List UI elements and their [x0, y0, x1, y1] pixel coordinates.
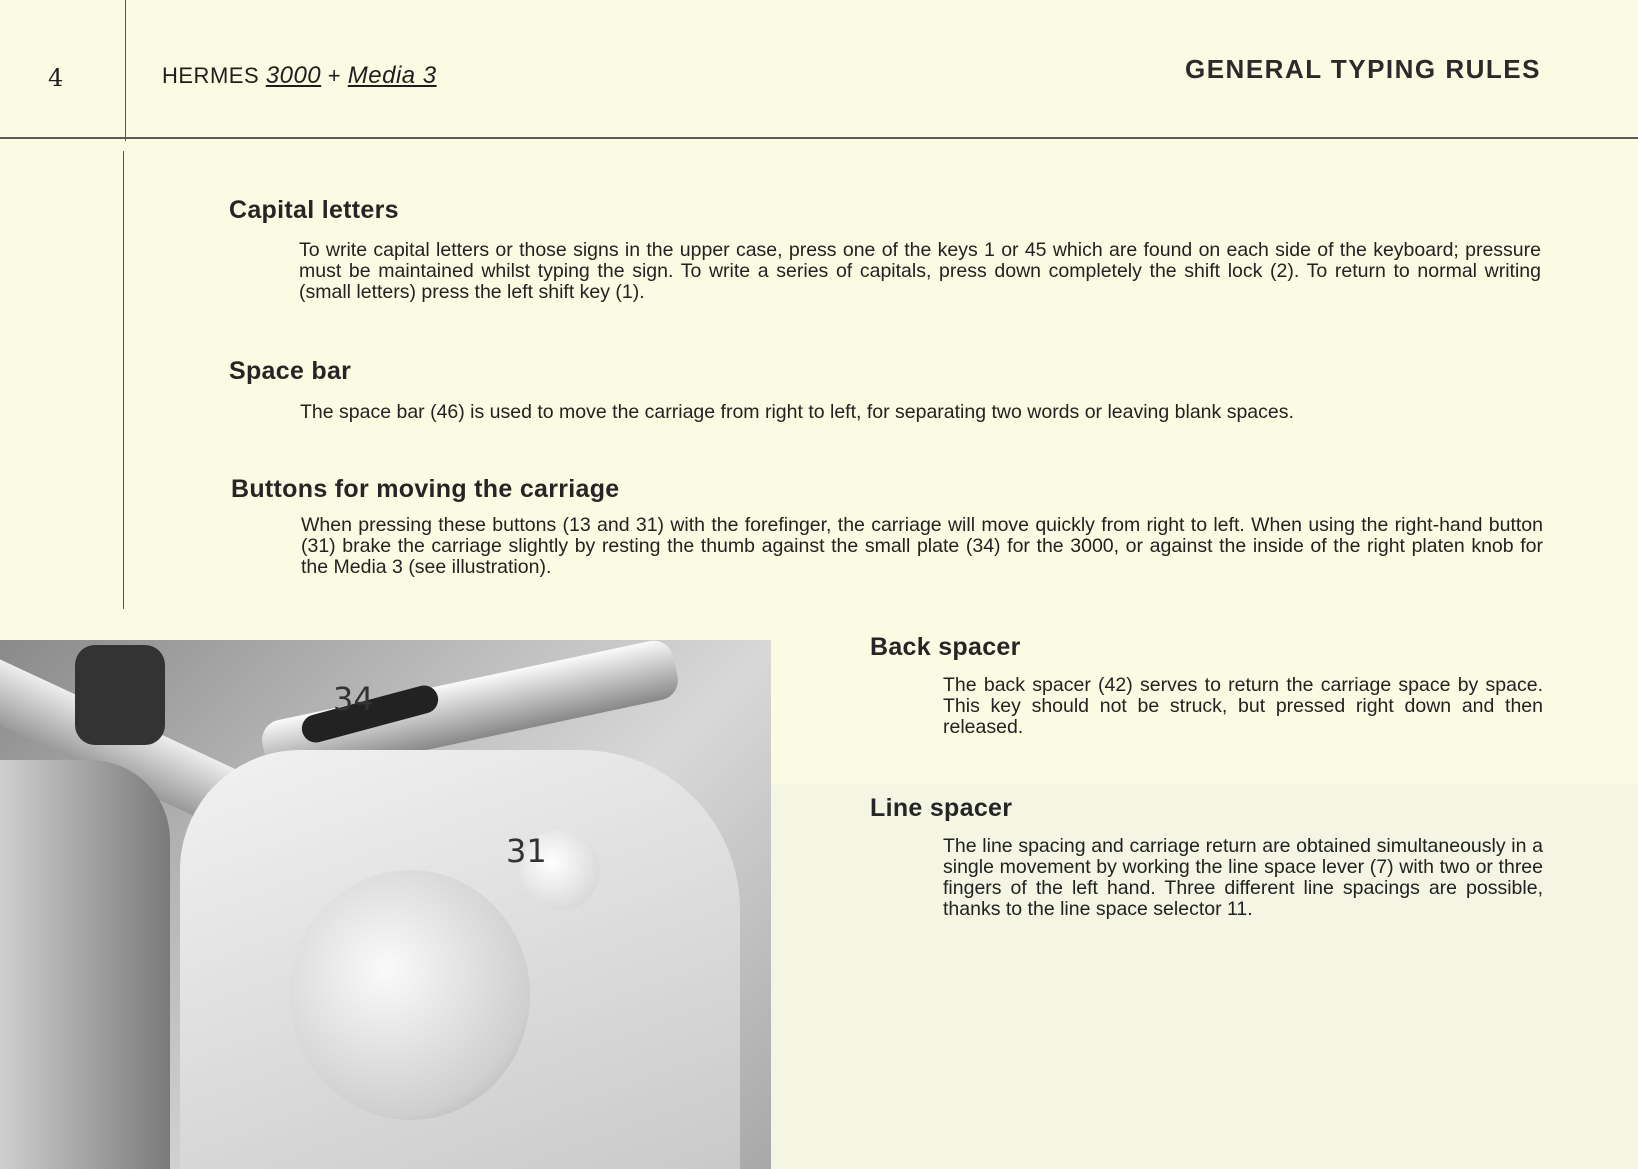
text-line-spacer: The line spacing and carriage return are obtained simultaneously in a single movement by working the line space lever (7) with two or three fingers of the left hand. Three different line spacings are possible, thanks to the line space selector 11. [943, 835, 1543, 920]
model-media3: Media 3 [347, 62, 437, 89]
plus-sign: + [327, 63, 342, 88]
page-number: 4 [48, 64, 64, 92]
roller-knob [75, 645, 165, 745]
model-3000: 3000 [265, 62, 322, 89]
section-title: GENERAL TYPING RULES [1184, 54, 1541, 84]
label-plate-34: 34 [333, 680, 374, 718]
header-rule [0, 137, 1638, 139]
platen-knob [290, 870, 530, 1120]
heading-back-spacer: Back spacer [870, 633, 1021, 661]
text-space-bar: The space bar (46) is used to move the carriage from right to left, for separating two words or leaving blank spaces. [300, 401, 1294, 423]
heading-capital-letters: Capital letters [229, 196, 399, 224]
label-button-31: 31 [506, 832, 547, 870]
typewriter-photo [0, 640, 771, 1169]
text-carriage-buttons: When pressing these buttons (13 and 31) with the forefinger, the carriage will move quickly from right to left. When using the right-hand button (31) brake the carriage slightly by resting the thumb against the small plate (34) for the 3000, or against the inside of the right platen knob for the Media 3 (see illustration). [301, 514, 1543, 578]
left-dark-area [0, 760, 170, 1169]
header-divider-line [125, 0, 126, 141]
heading-line-spacer: Line spacer [870, 794, 1013, 822]
brand-name: HERMES [162, 63, 260, 88]
brand-logo [162, 62, 437, 90]
text-back-spacer: The back spacer (42) serves to return the carriage space by space. This key should not be struck, but pressed right down and then released. [943, 674, 1543, 738]
text-capital-letters: To write capital letters or those signs in the upper case, press one of the keys 1 or 45 which are found on each side of the keyboard; pressure must be maintained whilst typing the sign. To write a series of capitals, press down completely the shift lock (2). To return to normal writing (small letters) press the left shift key (1). [299, 239, 1541, 303]
heading-carriage-buttons: Buttons for moving the carriage [231, 475, 620, 503]
margin-line [123, 151, 124, 609]
heading-space-bar: Space bar [229, 357, 352, 385]
